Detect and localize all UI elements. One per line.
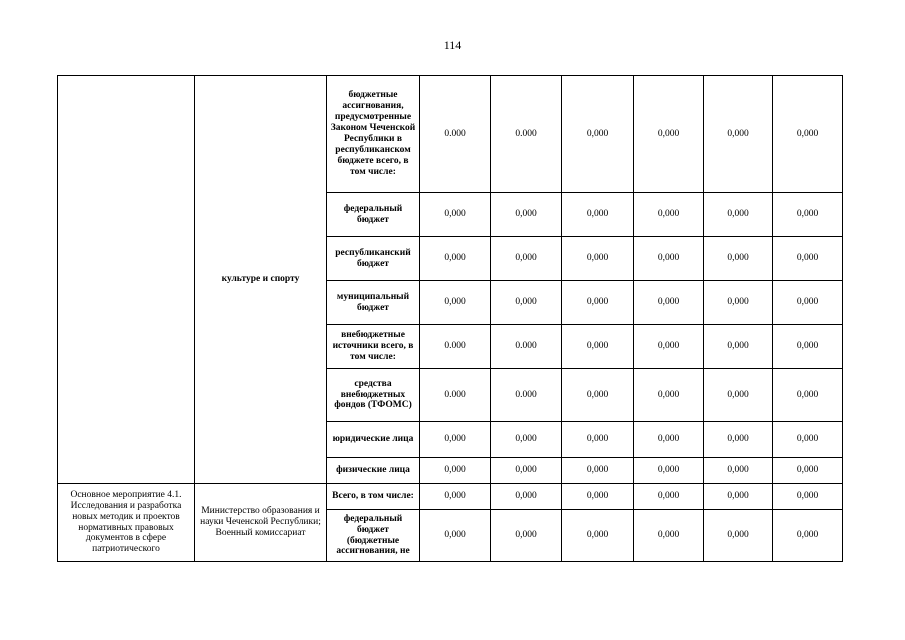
value-cell: 0,000: [420, 458, 491, 484]
value-cell: 0,000: [491, 281, 562, 325]
table-row: [58, 484, 843, 510]
value-cell: 0,000: [634, 458, 704, 484]
value-cell: 0.000: [420, 76, 491, 193]
value-cell: 0,000: [420, 422, 491, 458]
source-cell: Всего, в том числе:: [327, 484, 420, 510]
value-cell: 0,000: [562, 237, 634, 281]
value-cell: 0,000: [773, 510, 843, 562]
value-cell: 0,000: [562, 281, 634, 325]
value-cell: 0.000: [420, 325, 491, 369]
value-cell: 0,000: [704, 458, 773, 484]
value-cell: 0,000: [420, 237, 491, 281]
value-cell: 0,000: [491, 237, 562, 281]
source-cell: федеральный бюджет: [327, 193, 420, 237]
value-cell: 0.000: [491, 76, 562, 193]
value-cell: 0,000: [562, 458, 634, 484]
value-cell: 0,000: [704, 325, 773, 369]
source-cell: юридические лица: [327, 422, 420, 458]
value-cell: 0,000: [704, 484, 773, 510]
value-cell: 0,000: [773, 237, 843, 281]
value-cell: 0,000: [773, 458, 843, 484]
value-cell: 0,000: [773, 193, 843, 237]
value-cell: 0,000: [704, 193, 773, 237]
value-cell: 0,000: [562, 484, 634, 510]
value-cell: 0,000: [704, 369, 773, 422]
source-cell: бюджетные ассигнования, предусмотренные Законом Чеченской Республики в республиканском бюджете всего, в том числе:: [327, 76, 420, 193]
value-cell: 0,000: [773, 76, 843, 193]
value-cell: 0.000: [420, 369, 491, 422]
value-cell: 0,000: [562, 76, 634, 193]
source-cell: федеральный бюджет (бюджетные ассигнования, не: [327, 510, 420, 562]
source-cell: внебюджетные источники всего, в том числе:: [327, 325, 420, 369]
value-cell: 0,000: [562, 325, 634, 369]
value-cell: 0.000: [491, 369, 562, 422]
value-cell: 0,000: [491, 484, 562, 510]
table-row: [58, 76, 843, 193]
executor-cell: Министерство образования и науки Чеченской Республики; Военный комиссариат: [195, 484, 327, 562]
value-cell: 0,000: [491, 193, 562, 237]
value-cell: 0,000: [704, 76, 773, 193]
budget-table: [57, 75, 843, 562]
source-cell: физические лица: [327, 458, 420, 484]
source-cell: муниципальный бюджет: [327, 281, 420, 325]
value-cell: 0,000: [634, 193, 704, 237]
value-cell: 0,000: [704, 422, 773, 458]
value-cell: 0,000: [562, 369, 634, 422]
source-cell: республиканский бюджет: [327, 237, 420, 281]
value-cell: 0,000: [773, 484, 843, 510]
value-cell: 0,000: [704, 510, 773, 562]
value-cell: 0,000: [634, 237, 704, 281]
value-cell: 0,000: [634, 369, 704, 422]
value-cell: 0,000: [634, 325, 704, 369]
value-cell: 0,000: [420, 510, 491, 562]
value-cell: 0,000: [704, 237, 773, 281]
value-cell: 0,000: [634, 510, 704, 562]
value-cell: 0,000: [773, 369, 843, 422]
value-cell: 0,000: [704, 281, 773, 325]
value-cell: 0,000: [491, 458, 562, 484]
value-cell: 0,000: [491, 510, 562, 562]
value-cell: 0,000: [562, 422, 634, 458]
value-cell: 0,000: [420, 484, 491, 510]
value-cell: 0,000: [634, 281, 704, 325]
page-number: 114: [443, 38, 462, 52]
measure-cell: [58, 76, 195, 484]
source-cell: средства внебюджетных фондов (ТФОМС): [327, 369, 420, 422]
value-cell: 0,000: [773, 325, 843, 369]
value-cell: 0,000: [634, 422, 704, 458]
value-cell: 0,000: [773, 422, 843, 458]
value-cell: 0,000: [491, 422, 562, 458]
value-cell: 0,000: [634, 76, 704, 193]
measure-cell: Основное мероприятие 4.1. Исследования и разработка новых методик и проектов нормативных правовых документов в сфере патриотического: [58, 484, 195, 562]
value-cell: 0,000: [420, 193, 491, 237]
value-cell: 0,000: [773, 281, 843, 325]
value-cell: 0,000: [562, 510, 634, 562]
executor-cell: культуре и спорту: [195, 76, 327, 484]
value-cell: 0,000: [562, 193, 634, 237]
value-cell: 0.000: [491, 325, 562, 369]
value-cell: 0,000: [420, 281, 491, 325]
value-cell: 0,000: [634, 484, 704, 510]
